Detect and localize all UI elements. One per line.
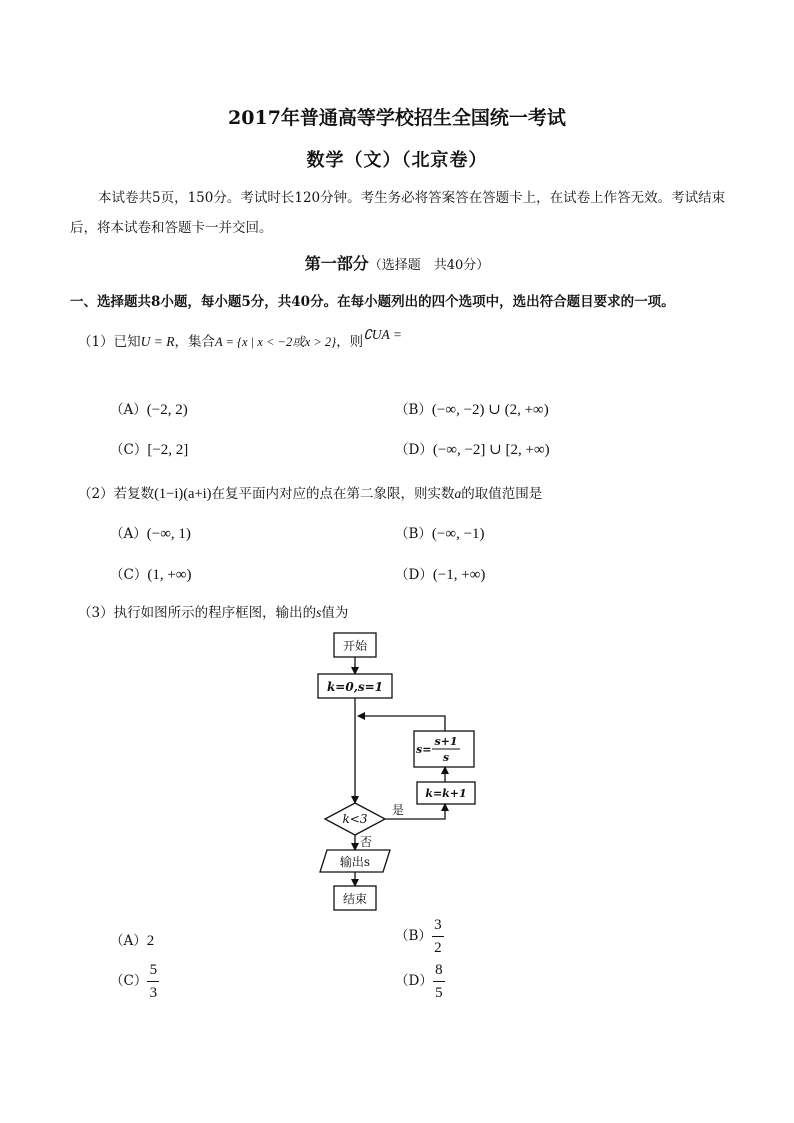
option-label: （D）: [395, 973, 433, 989]
math-expression: U = R: [140, 334, 175, 349]
question-text: 执行如图所示的程序框图，输出的: [113, 605, 317, 621]
math-expression: ∁UA =: [363, 327, 403, 342]
question-3: [78, 601, 348, 621]
flow-yes-label: 是: [392, 803, 405, 817]
fraction-numerator: 5: [149, 962, 158, 978]
option-value: (−∞, −2] ∪ [2, +∞): [432, 442, 550, 458]
fraction-denominator: 2: [434, 940, 442, 956]
option-b[interactable]: [395, 916, 444, 957]
option-label: （D）: [395, 567, 433, 583]
option-fraction: [147, 961, 159, 1002]
option-a[interactable]: [110, 929, 154, 950]
question-2: [78, 482, 542, 503]
question-number: （2）: [78, 486, 114, 502]
option-value: (−1, +∞): [432, 567, 486, 583]
question-text: ，则: [336, 334, 364, 350]
option-label: （C）: [110, 442, 148, 458]
program-flowchart: [300, 628, 480, 918]
option-label: （B）: [395, 928, 432, 944]
math-expression: a: [454, 486, 462, 501]
option-value: 2: [146, 933, 155, 949]
option-d[interactable]: [395, 961, 445, 1002]
option-fraction: [432, 916, 444, 957]
question-number: （1）: [78, 334, 114, 350]
option-value: (−∞, 1): [146, 526, 191, 542]
math-expression: (1−i)(a+i): [154, 486, 212, 502]
flow-update-s-lhs: s=: [416, 743, 432, 756]
option-label: （D）: [395, 442, 433, 458]
option-c[interactable]: [110, 961, 159, 1002]
question-number: （3）: [78, 605, 114, 621]
option-label: （A）: [110, 933, 147, 949]
option-value: (−∞, −2) ∪ (2, +∞): [431, 402, 549, 418]
fraction-denominator: 3: [149, 985, 158, 1001]
part-one-title: 第一部分: [304, 254, 369, 273]
flow-update-k-label: k=k+1: [425, 787, 467, 800]
option-value: (−∞, −1): [431, 526, 485, 542]
question-text: 值为: [321, 605, 349, 621]
flow-start-label: 开始: [342, 639, 368, 653]
option-label: （A）: [110, 526, 147, 542]
option-d[interactable]: [395, 563, 485, 584]
flow-arrow: [358, 716, 445, 731]
option-value: [−2, 2]: [147, 442, 189, 458]
option-label: （C）: [110, 567, 148, 583]
option-c[interactable]: [110, 438, 188, 459]
option-label: （A）: [110, 402, 147, 418]
flow-end-label: 结束: [342, 892, 368, 906]
fraction-numerator: 3: [434, 917, 442, 933]
flow-init-label: k=0,s=1: [326, 680, 384, 694]
part-one-note: （选择题 共40分）: [368, 258, 490, 273]
flow-update-s-den: s: [442, 751, 450, 764]
option-label: （C）: [110, 973, 148, 989]
option-c[interactable]: [110, 563, 192, 584]
part-one-heading: [0, 251, 794, 274]
exam-title: 2017年普通高等学校招生全国统一考试: [228, 107, 566, 129]
option-b[interactable]: [395, 398, 549, 419]
flow-output-label: 输出s: [339, 855, 371, 869]
fraction-numerator: 8: [435, 962, 443, 978]
option-label: （B）: [395, 402, 432, 418]
question-text: 在复平面内对应的点在第二象限，则实数: [211, 486, 455, 502]
flow-no-label: 否: [360, 835, 373, 849]
question-1: [78, 327, 403, 350]
section-instruction: 一、选择题共8小题，每小题5分，共40分。在每小题列出的四个选项中，选出符合题目要求的一项。: [70, 294, 675, 310]
exam-instructions: 本试卷共5页，150分。考试时长120分钟。考生务必将答案答在答题卡上，在试卷上作答无效。考试结束后，将本试卷和答题卡一并交回。: [70, 190, 726, 236]
flow-update-s-num: s+1: [434, 735, 458, 748]
question-text: 的取值范围是: [461, 486, 543, 502]
option-value: (1, +∞): [147, 567, 192, 583]
option-value: (−2, 2): [146, 402, 188, 418]
option-d[interactable]: [395, 438, 550, 459]
exam-subtitle: 数学（文）（北京卷）: [306, 150, 488, 171]
option-a[interactable]: [110, 522, 191, 543]
flow-condition-label: k<3: [342, 812, 368, 826]
question-text: ，集合: [174, 334, 215, 350]
option-a[interactable]: [110, 398, 188, 419]
fraction-denominator: 5: [435, 985, 443, 1001]
option-label: （B）: [395, 526, 432, 542]
question-text: 若复数: [113, 486, 155, 502]
option-b[interactable]: [395, 522, 485, 543]
option-fraction: [433, 961, 445, 1002]
question-text: 已知: [113, 334, 141, 350]
math-expression: A = {x | x < −2或x > 2}: [214, 335, 337, 349]
math-expression: s: [316, 605, 322, 620]
